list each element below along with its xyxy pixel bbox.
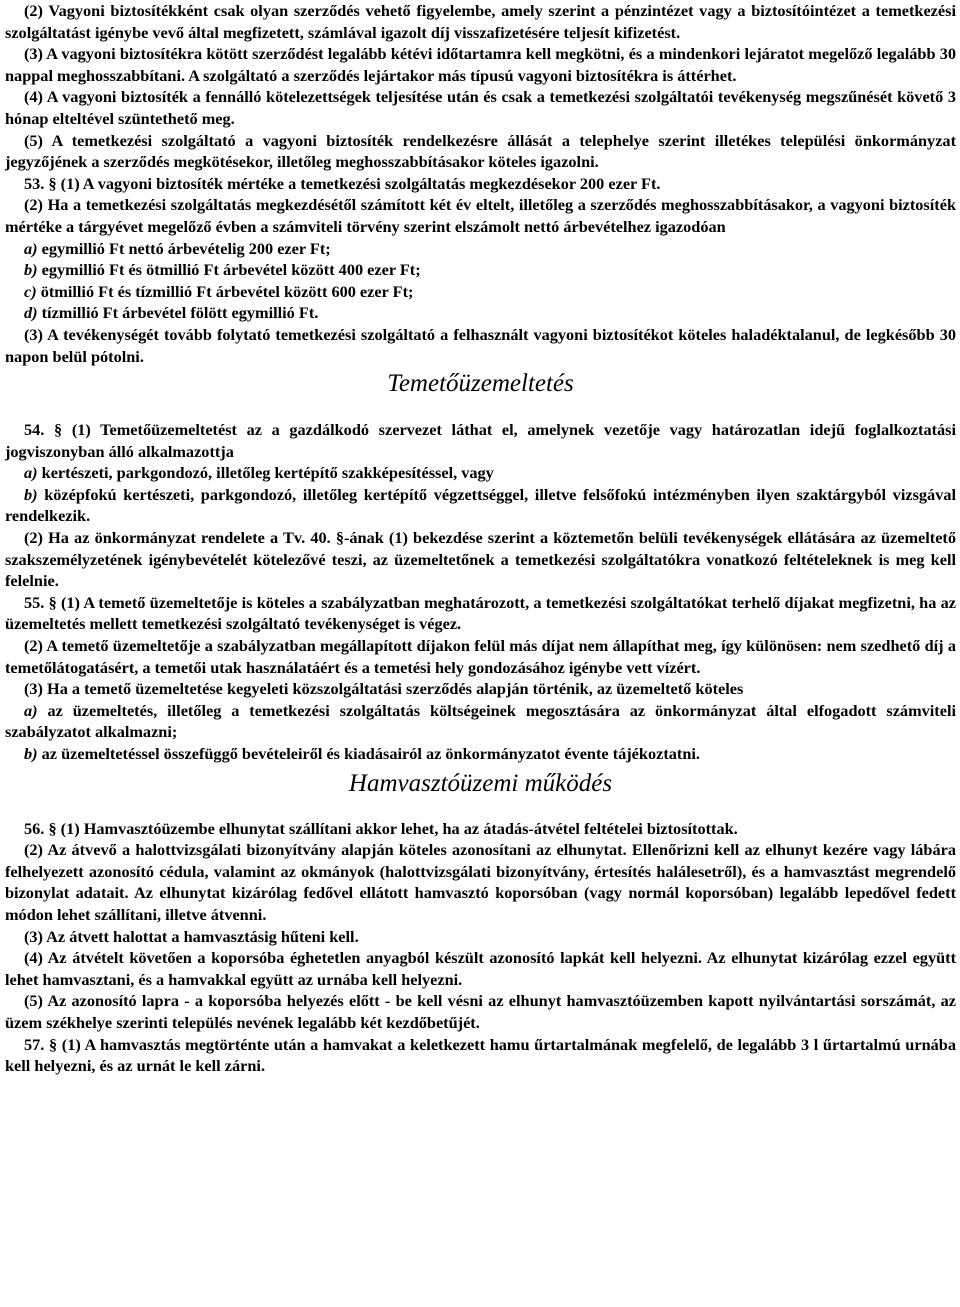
paragraph-text: (2) Ha az önkormányzat rendelete a Tv. 40. (24, 528, 331, 548)
section-number: 54. (24, 420, 45, 440)
heading-crematorium-operation: Hamvasztóüzemi működés (348, 769, 613, 797)
section-56-paragraph-4 (5, 947, 956, 990)
paragraph-4-release (5, 86, 956, 129)
section-number: 53. (24, 173, 45, 193)
paragraph-text: (3) A vagyoni biztosítékra kötött szerződést legalább kétévi időtartamra kell megkötni, és a mindenkori lejáratot megelőző legalább 30 nappal meghosszabbítani. A szolgáltató a szerződés lejártakor más típusú vagyoni biztosítékra is áttérhet. (5, 44, 956, 85)
paragraph-text: (1) Temetőüzemeltetést az a gazdálkodó szervezet láthat el, amelynek vezetője vagy határozatlan idejű foglalkoztatási jogviszonyban álló alkalmazottja (5, 420, 957, 461)
paragraph-text: (4) Az átvételt követően a koporsóba éghetetlen anyagból készült azonosító lapkát kell helyezni. Az elhunytat kizárólag ezzel együtt lehet hamvasztani, és a hamvakkal együtt az urnába kell helyezni. (5, 948, 956, 989)
item-letter: b) (24, 260, 38, 280)
paragraph-text: (3) Az átvett halottat a hamvasztásig hűteni kell. (24, 926, 359, 946)
section-54-item-b (5, 484, 956, 527)
heading-cemetery-operation: Temetőüzemeltetés (387, 370, 574, 398)
section-55-paragraph-2 (5, 635, 956, 678)
item-text: ötmillió Ft és tízmillió Ft árbevétel között 600 ezer Ft; (40, 281, 414, 301)
paragraph-text: (2) Vagyoni biztosítékként csak olyan szerződés vehető figyelembe, amely szerint a pénzintézet vagy a biztosítóintézet a temetkezési szolgáltatást igénybe vevő által megfizetett, számlával igazolt díj visszafizetésére teljesít kifizetést. (5, 1, 956, 42)
section-number: 57. (24, 1034, 45, 1054)
item-letter: b) (24, 484, 38, 504)
item-letter: a) (24, 238, 38, 258)
paragraph-text: (2) A temető üzemeltetője a szabályzatban megállapított díjakon felül más díjat nem állapíthat meg, így különösen: nem szedhető díj a temetőlátogatásért, a temetői utak használatáért és a temetési hely gondozásához igénybe vett vízért. (5, 636, 956, 677)
item-letter: b) (24, 744, 38, 763)
section-53-paragraph-1 (5, 173, 956, 195)
item-letter: c) (24, 281, 37, 301)
paragraph-text: (1) A temető üzemeltetője is köteles a szabályzatban meghatározott, a temetkezési szolgáltatókat terhelő díjakat megfizetni, ha az üzemeltetés mellett temetkezési szolgáltató tevékenységet is végez. (5, 592, 956, 634)
item-text: középfokú kertészeti, parkgondozó, illetőleg kertépítő végzettséggel, illetve felsőfokú intézményben ilyen szaktárgyból vizsgával rendelkezik. (5, 484, 956, 526)
paragraph-text: (1) A hamvasztás megtörténte után a hamvakat a keletkezett hamu űrtartalmának megfelelő, de legalább 3 l űrtartalmú urnába kell helyezni, és az urnát le kell zárni. (5, 1034, 956, 1076)
paragraph-text: (3) Ha a temető üzemeltetése kegyeleti közszolgáltatási szerződés alapján történik, az üzemeltető köteles (24, 679, 744, 699)
paragraph-text: (5) A temetkezési szolgáltató a vagyoni biztosíték rendelkezésre állását a telephelye szerint illetékes települési önkormányzat jegyzőjének a szerződés megkötésekor, illetőleg meghosszabbításakor köteles igazolni. (5, 130, 956, 172)
paragraph-text: (3) A tevékenységét tovább folytató temetkezési szolgáltató a felhasznált vagyoni biztosítékot köteles haladéktalanul, de legkésőbb 30 napon belül pótolni. (5, 324, 956, 366)
paragraph-text: (1) A vagyoni biztosíték mértéke a temetkezési szolgáltatás megkezdésekor 200 ezer Ft. (60, 173, 661, 193)
section-55-paragraph-3 (5, 678, 956, 700)
section-sign: § (48, 818, 57, 838)
item-letter: a) (24, 700, 38, 720)
item-letter: d) (24, 303, 38, 323)
paragraph-text: -ának (1) bekezdése szerint a köztemetőn belüli tevékenységek ellátására az üzemeltető szakszemélyzetének igénybevételét kötelezővé teszi, az üzemeltetőnek a temetkezési szolgáltatókra vonatkozó feltételeknek is meg kell felelnie. (5, 528, 956, 591)
paragraph-text: (4) A vagyoni biztosíték a fennálló kötelezettségek teljesítése után és csak a temetkezési szolgáltatói tevékenység megszűnését követő 3 hónap elteltével szüntethető meg. (5, 87, 956, 128)
section-55-paragraph-1 (5, 592, 956, 635)
paragraph-text: (2) Ha a temetkezési szolgáltatás megkezdésétől számított két év eltelt, illetőleg a szerződés meghosszabbításakor, a vagyoni biztosíték mértéke a tárgyévet megelőző évben a számviteli törvény szerint elszámolt nettó árbevételhez igazodóan (5, 195, 956, 236)
item-text: kertészeti, parkgondozó, illetőleg kertépítő szakképesítéssel, vagy (41, 463, 494, 483)
section-56-paragraph-3 (5, 926, 956, 948)
paragraph-2-guarantee-contract (5, 0, 956, 43)
item-text: egymillió Ft és ötmillió Ft árbevétel között 400 ezer Ft; (41, 260, 421, 280)
paragraph-5-certification (5, 130, 956, 173)
paragraph-3-contract-term (5, 43, 956, 86)
section-56-paragraph-1 (5, 818, 956, 840)
section-sign: § (54, 420, 63, 440)
section-53-item-a (5, 238, 956, 260)
section-sign: § (48, 592, 57, 612)
section-number: 56. (24, 818, 45, 838)
section-54-item-a (5, 462, 956, 484)
paragraph-text: (5) Az azonosító lapra - a koporsóba helyezés előtt - be kell vésni az elhunyt hamvasztóüzemben kapott nyilvántartási sorszámát, az üzem székhelye szerinti település nevének legalább két kezdőbetűjét. (5, 991, 956, 1032)
section-56-paragraph-2 (5, 839, 956, 925)
item-text: egymillió Ft nettó árbevételig 200 ezer Ft; (41, 238, 331, 258)
section-53-item-b (5, 259, 956, 281)
section-55-item-a (5, 700, 956, 743)
paragraph-text: (1) Hamvasztóüzembe elhunytat szállítani akkor lehet, ha az átadás-átvétel feltételei biztosítottak. (60, 818, 738, 838)
section-sign: § (48, 173, 57, 193)
section-53-item-d (5, 302, 956, 324)
item-letter: a) (24, 463, 38, 483)
item-text: az üzemeltetés, illetőleg a temetkezési szolgáltatás költségeinek megosztására az önkormányzat által elfogadott számviteli szabályzatot alkalmazni; (5, 700, 956, 742)
section-sign: § (335, 528, 344, 548)
paragraph-text: (2) Az átvevő a halottvizsgálati bizonyítvány alapján köteles azonosítani az elhunytat. Ellenőrizni kell az elhunyt kezére vagy lábára felhelyezett azonosító cédula, valamint az okmányok (halottvizsgálati bizonyítvány, értesítés halálesetről), és a hamvasztást megrendelő bizonylat adatait. Az elhunytat kizárólag fedővel ellátott hamvasztó koporsóban (vagy normál koporsóban) legalább lepedővel fedett módon lehet szállítani, illetve átvenni. (5, 840, 956, 924)
section-53-paragraph-3 (5, 324, 956, 367)
section-number: 55. (24, 592, 45, 612)
section-sign: § (49, 1034, 58, 1054)
item-text: az üzemeltetéssel összefüggő bevételeiről és kiadásairól az önkormányzatot évente tájékoztatni. (41, 744, 700, 763)
section-54-paragraph-1 (5, 419, 956, 462)
item-text: tízmillió Ft árbevétel fölött egymillió Ft. (41, 303, 319, 323)
section-53-paragraph-2 (5, 194, 956, 237)
section-55-item-b (5, 743, 956, 765)
section-56-paragraph-5 (5, 990, 956, 1033)
section-57-paragraph-1 (5, 1034, 956, 1077)
section-54-paragraph-2 (5, 527, 956, 592)
section-53-item-c (5, 281, 956, 303)
